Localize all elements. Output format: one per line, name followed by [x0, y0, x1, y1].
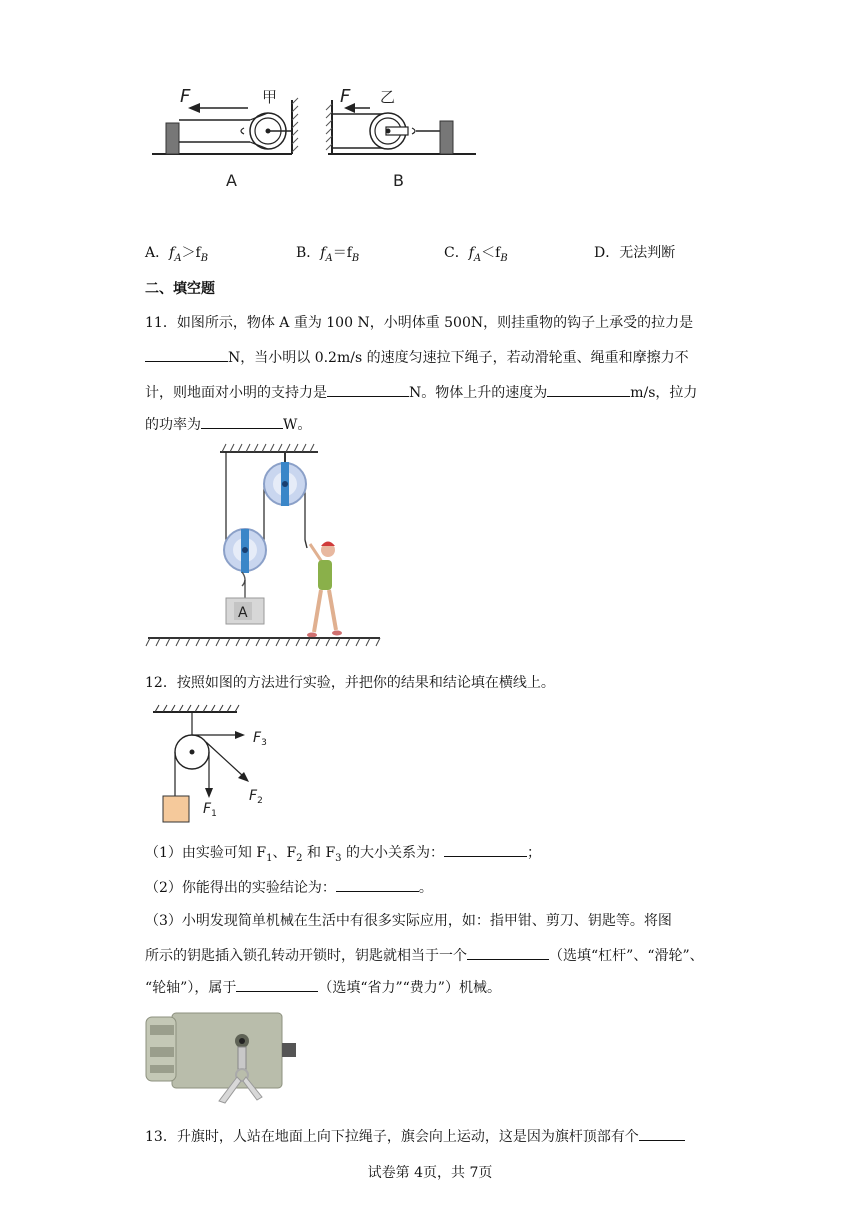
weight-label-a: A: [238, 605, 248, 621]
q12-part-2: （2）你能得出的实验结论为： 。: [145, 876, 433, 897]
q13-blank-1[interactable]: [639, 1125, 685, 1141]
q11-line-2: N，当小明以 0.2m/s 的速度匀速拉下绳子，若动滑轮重、绳重和摩擦力不: [145, 346, 689, 367]
option-d[interactable]: D．无法判断: [594, 245, 676, 261]
q12-part-3-line-3: “轮轴”），属于 （选填“省力”“费力”）机械。: [145, 976, 501, 997]
q13-stem: 13．升旗时，人站在地面上向下拉绳子，旗会向上运动，这是因为旗杆顶部有个: [145, 1125, 685, 1146]
svg-text:F1: $F_1$: [203, 801, 217, 819]
option-a[interactable]: A．$f_A>f_B$: [145, 245, 209, 264]
section-title: 二、填空题: [145, 281, 215, 297]
q11-line-1: 11．如图所示，物体 A 重为 100 N，小明体重 500N，则挂重物的钩子上承受的拉力是: [145, 315, 694, 331]
option-c[interactable]: C．$f_A<f_B$: [444, 245, 508, 264]
q12-part-3-line-2: 所示的钥匙插入锁孔转动开锁时，钥匙就相当于一个 （选填“杠杆”、“滑轮”、: [145, 944, 704, 965]
question12-fixed-pulley-figure: [145, 700, 285, 825]
diagram-b: [326, 86, 476, 190]
q12-part-3-line-1: （3）小明发现简单机械在生活中有很多实际应用，如：指甲钳、剪刀、钥匙等。将图: [145, 913, 672, 929]
q12-blank-4[interactable]: [236, 976, 318, 992]
diagram-label-b: B: [393, 171, 404, 190]
force-f3-label: F: [253, 730, 262, 746]
page-footer: 试卷第 4页，共 7页: [367, 1165, 493, 1181]
pulley-label-yi: 乙: [380, 88, 396, 106]
q12-blank-3[interactable]: [467, 944, 549, 960]
option-b[interactable]: B．$f_A=f_B$: [296, 245, 360, 264]
force-label-a: F: [180, 86, 191, 107]
q12-part-1: （1）由实验可知 $F_1$、$F_2$ 和 $F_3$ 的大小关系为： ；: [145, 841, 541, 864]
q11-line-4: 的功率为 W。: [145, 413, 311, 434]
diagram-a: [152, 86, 298, 190]
force-f2-label: F: [249, 788, 258, 804]
force-f1-label: F: [203, 801, 212, 817]
q12-blank-2[interactable]: [336, 876, 419, 892]
svg-text:F3: $F_3$: [253, 730, 267, 748]
question10-figure: [140, 80, 490, 190]
q12-stem: 12．按照如图的方法进行实验，并把你的结果和结论填在横线上。: [145, 675, 555, 691]
q11-blank-4[interactable]: [201, 413, 283, 429]
lock-and-key-photo: [142, 1003, 304, 1108]
diagram-label-a: A: [226, 171, 237, 190]
q12-blank-1[interactable]: [444, 841, 527, 857]
q11-line-3: 计，则地面对小明的支持力是 N。物体上升的速度为 m/s，拉力: [145, 381, 697, 402]
person-pulling-rope: [305, 540, 342, 638]
q11-blank-1[interactable]: [145, 346, 228, 362]
q11-blank-3[interactable]: [547, 381, 630, 397]
force-label-b: F: [340, 86, 351, 107]
svg-text:F2: $F_2$: [249, 788, 263, 806]
pulley-label-jia: 甲: [262, 88, 278, 106]
question11-pulley-figure: [140, 440, 390, 655]
q11-blank-2[interactable]: [327, 381, 409, 397]
